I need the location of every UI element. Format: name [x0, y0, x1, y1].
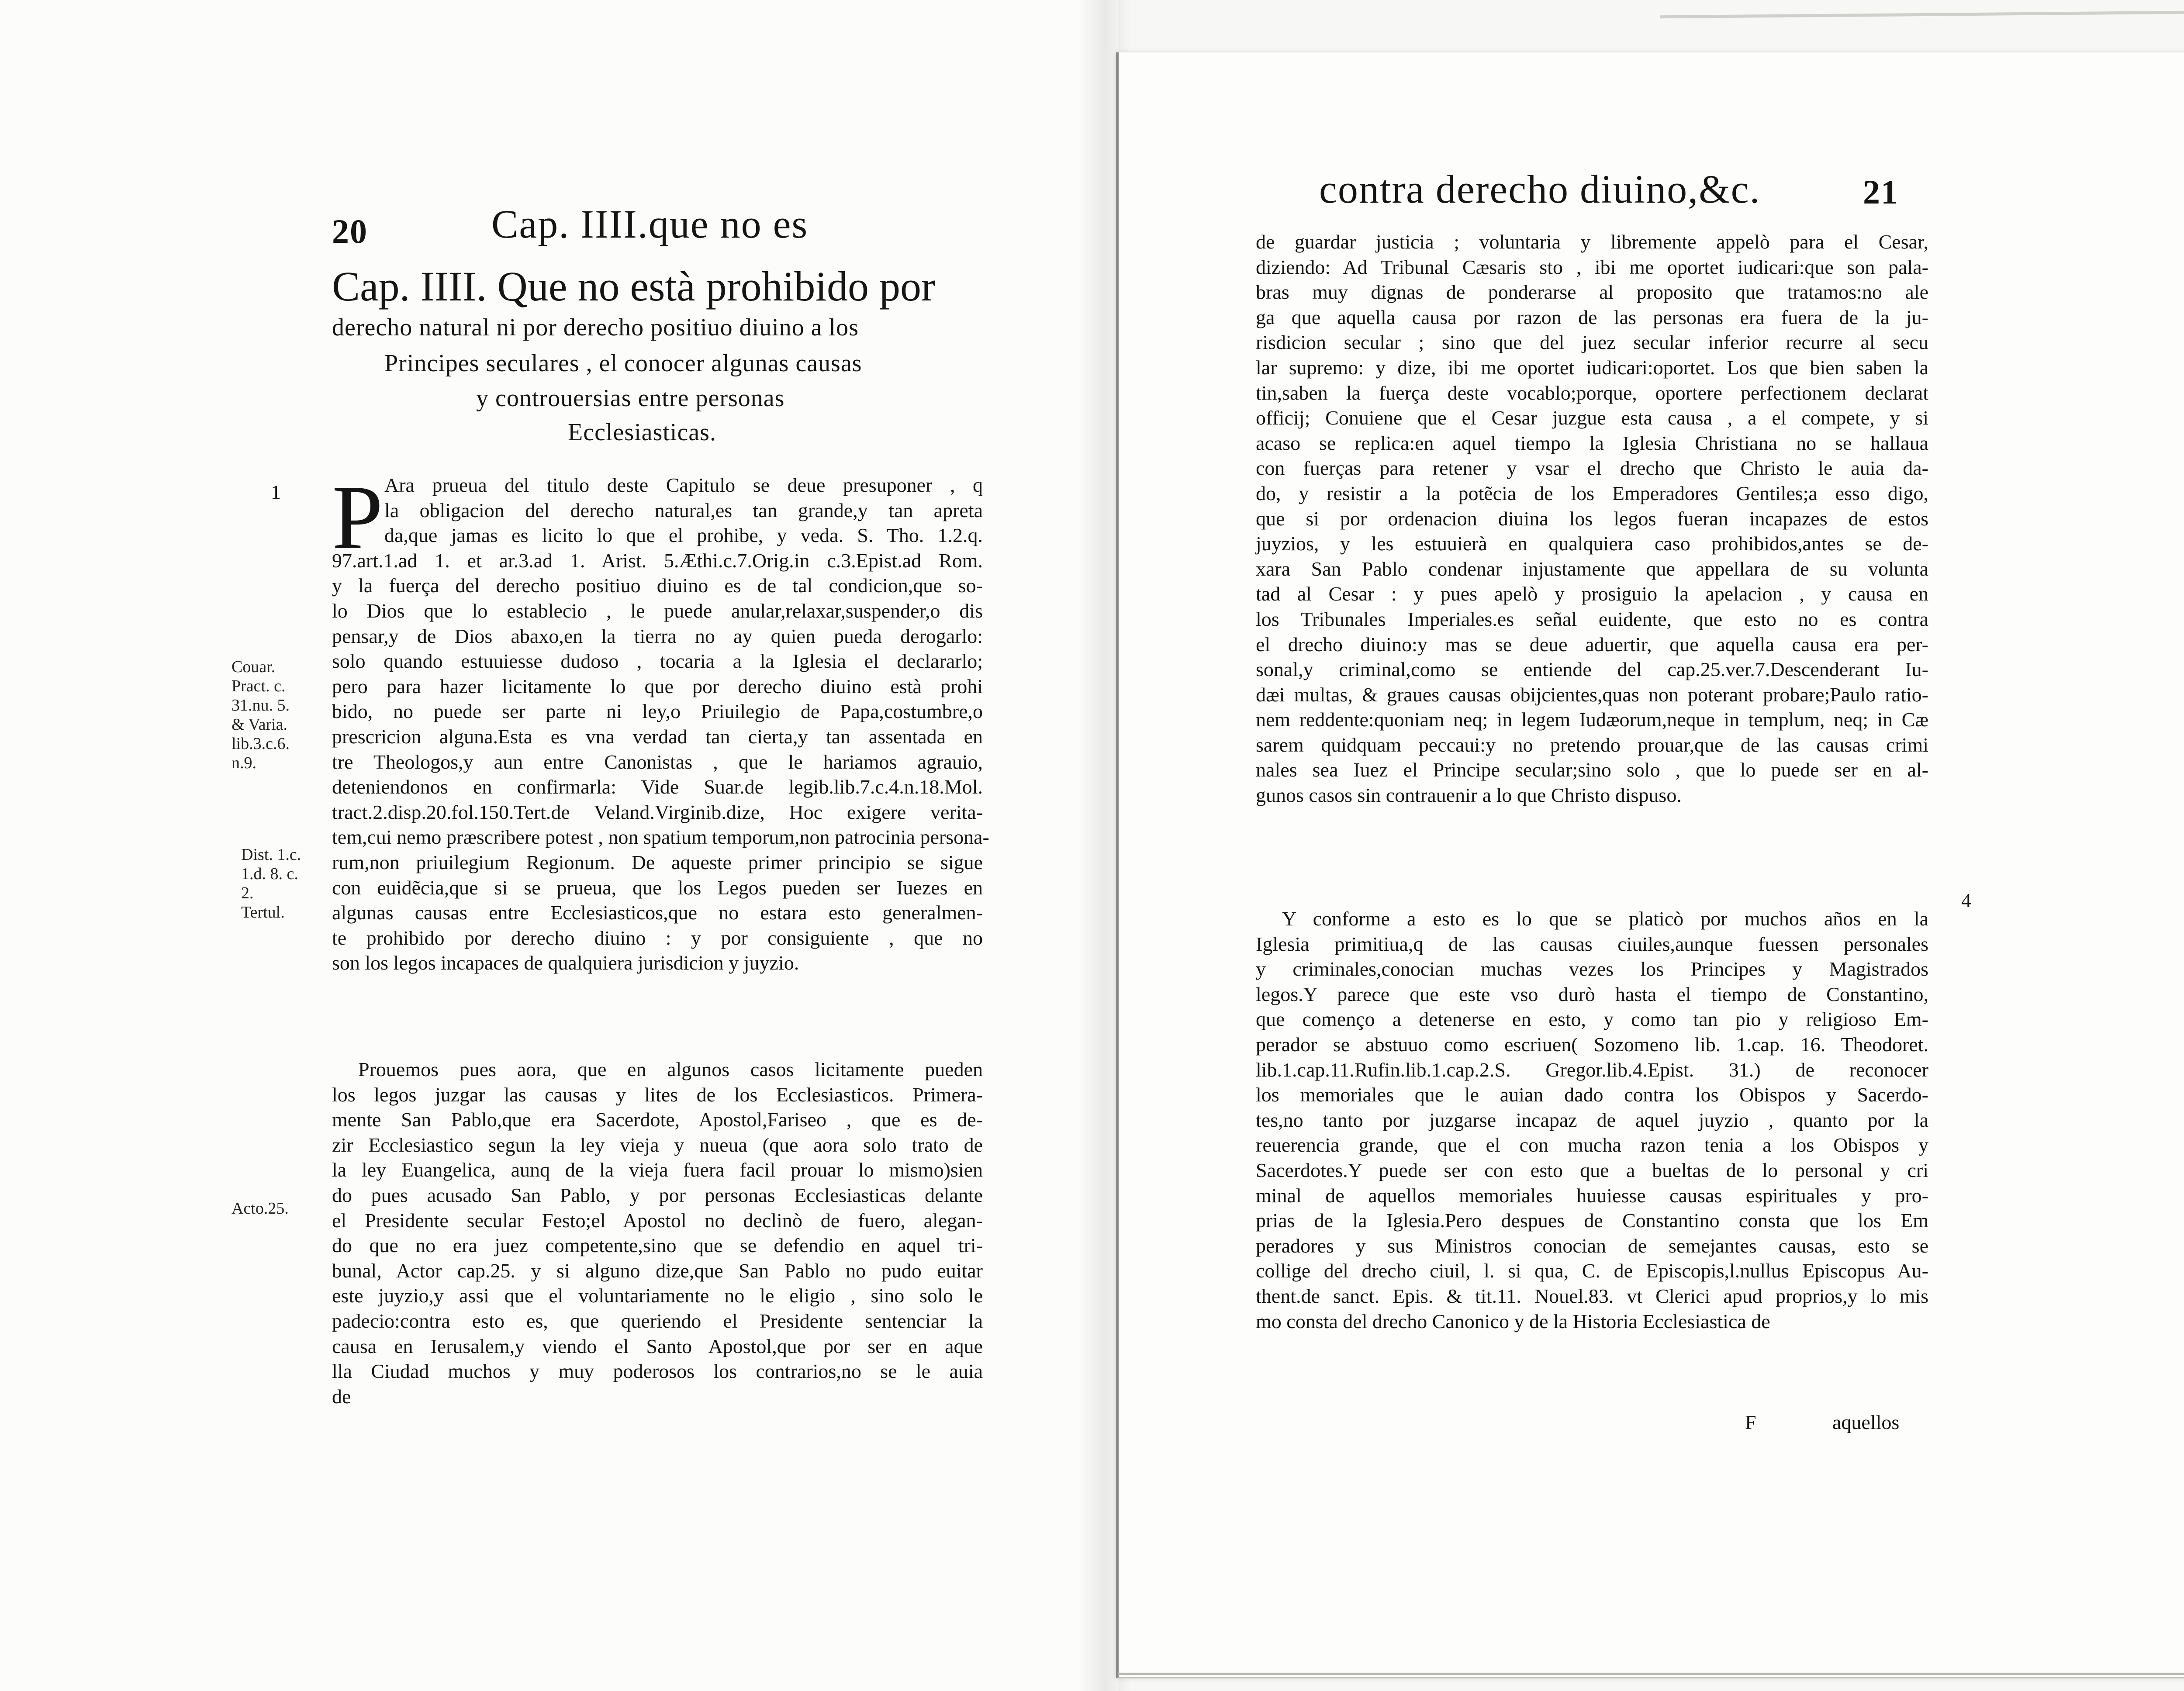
text-line: de	[332, 1385, 351, 1408]
text-line: solo quando estuuiesse dudoso , tocaria a la Iglesia el declararlo;	[332, 650, 983, 673]
left-first-paragraph	[332, 548, 989, 976]
text-line: do pues acusado San Pablo, y por personas Ecclesiasticas delante	[332, 1184, 983, 1206]
text-line: ga que aquella causa por razon de las personas era fuera de la ju-	[1256, 306, 1928, 328]
text-line: prias de la Iglesia.Pero despues de Constantino consta que los Em	[1256, 1209, 1928, 1232]
text-line: causa en Ierusalem,y viendo el Santo Apostol,que por ser en aque	[332, 1335, 983, 1357]
text-line: que començo a detenerse en esto, y como tan pio y religioso Em-	[1256, 1008, 1928, 1031]
text-line: Y conforme a esto es lo que se platicò por muchos años en la	[1282, 908, 1928, 930]
text-line: peradores y sus Ministros conocian de semejantes causas, esto se	[1256, 1234, 1928, 1257]
left-second-paragraph	[332, 1057, 983, 1409]
text-line: los legos juzgar las causas y lites de los Ecclesiasticos. Primera-	[332, 1083, 983, 1106]
text-line: lar supremo: y dize, ibi me oportet iudicari:oportet. Los que bien saben la	[1256, 356, 1928, 379]
text-line: mo consta del drecho Canonico y de la Historia Ecclesiastica de	[1256, 1310, 1770, 1332]
right-second-paragraph	[1256, 906, 1928, 1334]
page-edge	[1118, 1642, 2184, 1675]
text-line: Ara prueua del titulo deste Capitulo se deue presuponer , q	[384, 474, 983, 496]
signature-mark: F	[1745, 1411, 1756, 1433]
margin-note-dist: Dist. 1.c. 1.d. 8. c. 2. Tertul.	[241, 846, 301, 921]
chapter-subtitle-line-1: derecho natural ni por derecho positiuo diuino a los	[332, 314, 859, 341]
text-line: 97.art.1.ad 1. et ar.3.ad 1. Arist. 5.Æthi.c.7.Orig.in c.3.Epist.ad Rom.	[332, 549, 983, 572]
margin-note-covar: Couar. Pract. c. 31.nu. 5. & Varia. lib.3.c.6. n.9.	[232, 658, 290, 772]
text-line: de guardar justicia ; voluntaria y libremente appelò para el Cesar,	[1256, 231, 1928, 253]
text-line: reuerencia grande, que el con mucha razon tenia a los Obispos y	[1256, 1134, 1928, 1156]
margin-note-acto: Acto.25.	[232, 1199, 289, 1218]
text-line: lo Dios que lo establecio , le puede anular,relaxar,suspender,o dis	[332, 599, 983, 622]
text-line: el Presidente secular Festo;el Apostol no declinò de fuero, alegan-	[332, 1209, 983, 1232]
chapter-title: Cap. IIII. Que no està prohibido por	[332, 263, 935, 310]
left-page-number: 20	[332, 212, 368, 250]
text-line: dæi multas, & graues causas obijcientes,quas non poterant probare;Paulo ratio-	[1256, 683, 1928, 706]
left-running-head: Cap. IIII.que no es	[491, 202, 809, 246]
text-line: Sacerdotes.Y puede ser con esto que a bueltas de lo personal y cri	[1256, 1159, 1928, 1181]
text-line: tad al Cesar : y pues apelò y prosiguio la apelacion , y causa en	[1256, 583, 1928, 605]
page-crease	[1660, 11, 2184, 18]
text-line: este juyzio,y assi que el voluntariamente no le eligio , sino solo le	[332, 1284, 983, 1307]
catchword: aquellos	[1832, 1411, 1900, 1433]
text-line: Prouemos pues aora, que en algunos casos licitamente pueden	[358, 1058, 983, 1080]
text-line: y criminales,conocian muchas vezes los Principes y Magistrados	[1256, 958, 1928, 980]
text-line: rum,non priuilegium Regionum. De aqueste primer principio se sigue	[332, 851, 983, 873]
text-line: sarem quidquam peccaui:y no pretendo prouar,que de las causas crimi	[1256, 733, 1928, 756]
right-page-number: 21	[1863, 173, 1899, 211]
right-first-paragraph	[1256, 229, 1928, 808]
text-line: tem,cui nemo præscribere potest , non spatium temporum,non patrocinia persona-	[332, 826, 989, 849]
drop-cap: P	[332, 467, 383, 568]
left-first-paragraph-indented	[384, 473, 983, 548]
right-running-head: contra derecho diuino,&c.	[1319, 167, 1761, 211]
text-line: xara San Pablo condenar injustamente que appellara de su volunta	[1256, 557, 1928, 580]
text-line: lib.1.cap.11.Rufin.lib.1.cap.2.S. Gregor.lib.4.Epist. 31.) de reconocer	[1256, 1058, 1928, 1081]
text-line: te prohibido por derecho diuino : y por consiguiente , que no	[332, 926, 983, 949]
text-line: do que no era juez competente,sino que se defendio en aquel tri-	[332, 1234, 983, 1257]
text-line: tract.2.disp.20.fol.150.Tert.de Veland.Virginib.dize, Hoc exigere verita-	[332, 801, 983, 823]
text-line: mente San Pablo,que era Sacerdote, Apostol,Fariseo , que es de-	[332, 1108, 983, 1131]
text-line: perador se abstuuo como escriuen( Sozomeno lib. 1.cap. 16. Theodoret.	[1256, 1033, 1928, 1056]
text-line: los Tribunales Imperiales.es señal euidente, que esto no es contra	[1256, 607, 1928, 630]
chapter-subtitle-line-3: y controuersias entre personas	[476, 385, 785, 412]
text-line: el drecho diuino:y mas se deue aduertir, que aquella causa era per-	[1256, 633, 1928, 656]
text-line: con euidẽcia,que si se prueua, que los Legos pueden ser Iuezes en	[332, 876, 983, 899]
text-line: la ley Euangelica, aunq de la vieja fuera facil prouar lo mismo)sien	[332, 1159, 983, 1181]
text-line: algunas causas entre Ecclesiasticos,que no estara esto generalmen-	[332, 901, 983, 924]
text-line: y la fuerça del derecho positiuo diuino es de tal condicion,que so-	[332, 574, 983, 597]
text-line: da,que jamas es licito lo que el prohibe, y veda. S. Tho. 1.2.q.	[384, 524, 983, 547]
text-line: gunos casos sin contrauenir a lo que Christo dispuso.	[1256, 784, 1682, 807]
text-line: risdicion secular ; sino que del juez secular inferior recurre al secu	[1256, 331, 1928, 354]
text-line: padecio:contra esto es, que queriendo el Presidente sentenciar la	[332, 1309, 983, 1332]
text-line: acaso se replica:en aquel tiempo la Iglesia Christiana no se hallaua	[1256, 431, 1928, 454]
chapter-subtitle-line-4: Ecclesiasticas.	[568, 419, 716, 446]
text-line: do, y resistir a la potẽcia de los Emperadores Gentiles;a esso digo,	[1256, 482, 1928, 504]
text-line: collige del drecho ciuil, l. si qua, C. de Episcopis,l.nullus Episcopus Au-	[1256, 1260, 1928, 1282]
text-line: diziendo: Ad Tribunal Cæsaris sto , ibi me oportet iudicari:que son pala-	[1256, 255, 1928, 278]
chapter-subtitle-line-2: Principes seculares , el conocer algunas causas	[384, 350, 862, 377]
text-line: pensar,y de Dios abaxo,en la tierra no ay quien pueda derogarlo:	[332, 625, 983, 647]
text-line: bras muy dignas de ponderarse al proposito que tratamos:no ale	[1256, 281, 1928, 304]
text-line: officij; Conuiene que el Cesar juzgue esta causa , a el compete, y si	[1256, 407, 1928, 429]
text-line: son los legos incapaces de qualquiera jurisdicion y juyzio.	[332, 952, 799, 974]
text-line: que si por ordenacion diuina los legos fueran incapazes de estos	[1256, 507, 1928, 530]
text-line: legos.Y parece que este vso durò hasta el tiempo de Constantino,	[1256, 983, 1928, 1005]
right-side-number: 4	[1961, 889, 1971, 911]
text-line: nales sea Iuez el Principe secular;sino solo , que lo puede ser en al-	[1256, 759, 1928, 781]
text-line: pero para hazer licitamente lo que por derecho diuino està prohi	[332, 675, 983, 697]
text-line: con fuerças para retener y vsar el drecho que Christo le auia da-	[1256, 457, 1928, 480]
text-line: bido, no puede ser parte ni ley,o Priuilegio de Papa,costumbre,o	[332, 700, 983, 723]
text-line: juyzios, y les estuuierà en qualquiera caso prohibidos,antes se de-	[1256, 532, 1928, 555]
text-line: Iglesia primitiua,q de las causas ciuiles,aunque fuessen personales	[1256, 932, 1928, 955]
text-line: deteniendonos en confirmarla: Vide Suar.de legib.lib.7.c.4.n.18.Mol.	[332, 776, 983, 798]
text-line: sonal,y criminal,como se entiende del cap.25.ver.7.Descenderant Iu-	[1256, 658, 1928, 681]
text-line: bunal, Actor cap.25. y si alguno dize,que San Pablo no pudo euitar	[332, 1259, 983, 1282]
text-line: la obligacion del derecho natural,es tan grande,y tan apreta	[384, 499, 983, 521]
text-line: prescricion alguna.Esta es vna verdad tan cierta,y tan assentada en	[332, 725, 983, 748]
text-line: los memoriales que le auian dado contra los Obispos y Sacerdo-	[1256, 1084, 1928, 1106]
text-line: lla Ciudad muchos y muy poderosos los contrarios,no se le auia	[332, 1360, 983, 1383]
paragraph-marker: 1	[271, 481, 281, 503]
text-line: tin,saben la fuerça deste vocablo;porque, oportere perfectionem declarat	[1256, 381, 1928, 404]
text-line: tes,no tanto por juzgarse incapaz de aquel juyzio , quanto por la	[1256, 1108, 1928, 1131]
text-line: minal de aquellos memoriales huuiesse causas espirituales y pro-	[1256, 1184, 1928, 1207]
text-line: tre Theologos,y aun entre Canonistas , que le hariamos agrauio,	[332, 750, 983, 773]
text-line: zir Ecclesiastico segun la ley vieja y nueua (que aora solo trato de	[332, 1133, 983, 1156]
text-line: nem reddente:quoniam neq; in legem Iudæorum,neque in templum, neq; in Cæ	[1256, 708, 1928, 731]
text-line: thent.de sanct. Epis. & tit.11. Nouel.83. vt Clerici apud proprios,y lo mis	[1256, 1284, 1928, 1307]
